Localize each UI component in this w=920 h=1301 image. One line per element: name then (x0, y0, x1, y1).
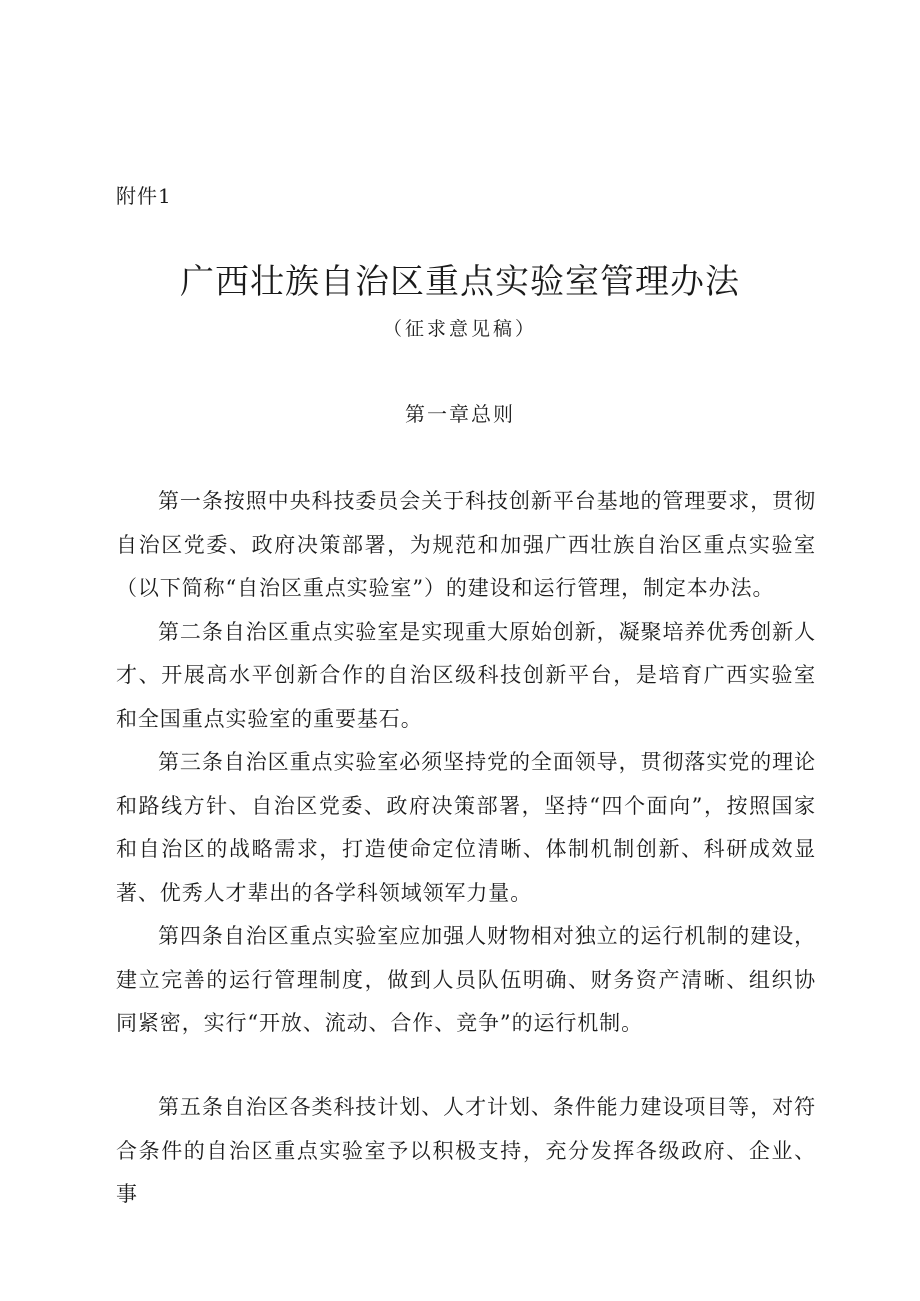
attachment-label: 附件1 (116, 184, 172, 208)
article-2: 第二条自治区重点实验室是实现重大原始创新，凝聚培养优秀创新人才、开展高水平创新合作的自治区级科技创新平台，是培育广西实验室和全国重点实验室的重要基石。 (116, 619, 816, 731)
article-5: 第五条自治区各类科技计划、人才计划、条件能力建设项目等，对符合条件的自治区重点实验室予以积极支持，充分发挥各级政府、企业、事 (116, 1095, 816, 1206)
document-subtitle: （征求意见稿） (382, 318, 537, 340)
document-title: 广西壮族自治区重点实验室管理办法 (180, 262, 740, 302)
articles-block (116, 480, 816, 1046)
chapter-heading: 第一章总则 (405, 402, 515, 426)
article-3: 第三条自治区重点实验室必须坚持党的全面领导，贯彻落实党的理论和路线方针、自治区党委、政府决策部署，坚持“四个面向”，按照国家和自治区的战略需求，打造使命定位清晰、体制机制创新、科研成效显著、优秀人才辈出的各学科领域领军力量。 (116, 750, 816, 905)
article-4: 第四条自治区重点实验室应加强人财物相对独立的运行机制的建设，建立完善的运行管理制度，做到人员队伍明确、财务资产清晰、组织协同紧密，实行“开放、流动、合作、竞争”的运行机制。 (116, 924, 816, 1035)
article-1: 第一条按照中央科技委员会关于科技创新平台基地的管理要求，贯彻自治区党委、政府决策部署，为规范和加强广西壮族自治区重点实验室（以下简称“自治区重点实验室”）的建设和运行管理，制定本办法。 (116, 489, 816, 600)
articles-block-continued (116, 1086, 816, 1217)
